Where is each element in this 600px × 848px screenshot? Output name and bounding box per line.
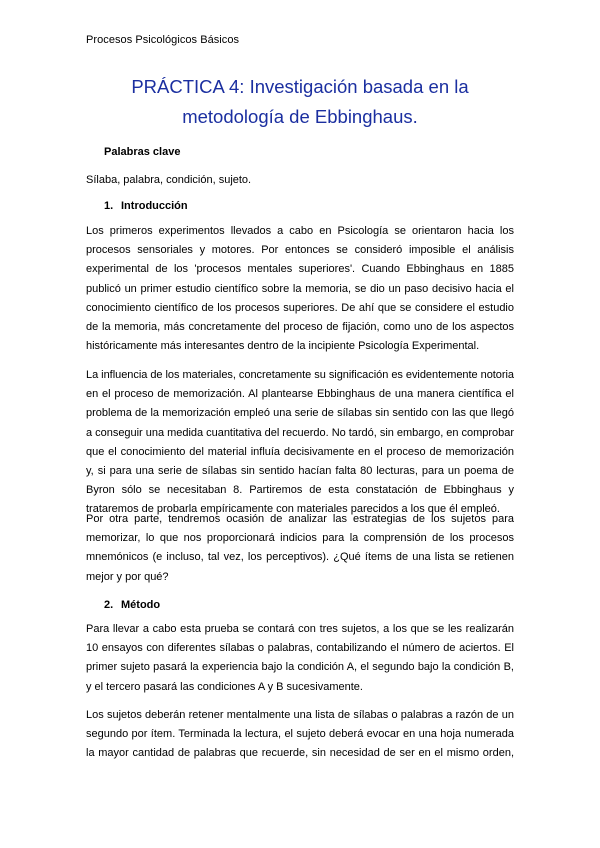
paragraph-line: Los primeros experimentos llevados a cabo en Psicología se orientaron hacia los bbox=[86, 225, 514, 237]
paragraph-line: Para llevar a cabo esta prueba se contará con tres sujetos, a los que se les realizarán bbox=[86, 623, 514, 635]
paragraph-line: y el tercero pasará las condiciones A y B sucesivamente. bbox=[86, 680, 363, 693]
paragraph-line: mnemónicos (e incluso, tal vez, los perceptivos). ¿Qué ítems de una lista se retienen bbox=[86, 551, 514, 564]
paragraph-line: y, si para una serie de sílabas sin sentido hacían falta 80 lecturas, para un poema de bbox=[86, 464, 514, 477]
paragraph-line: Por otra parte, tendremos ocasión de analizar las estrategias de los sujetos para bbox=[86, 513, 514, 525]
section-heading-introduccion bbox=[104, 200, 188, 212]
paragraph bbox=[86, 706, 514, 764]
paragraph-line: Los sujetos deberán retener mentalmente una lista de sílabas o palabras a razón de un bbox=[86, 709, 514, 721]
paragraph-line: en el proceso de memorización. Al plantearse Ebbinghaus de una manera científica el bbox=[86, 388, 514, 401]
keywords-text: Sílaba, palabra, condición, sujeto. bbox=[86, 174, 252, 186]
title-line-1: PRÁCTICA 4: Investigación basada en la bbox=[131, 76, 469, 97]
running-header: Procesos Psicológicos Básicos bbox=[86, 34, 240, 46]
paragraph bbox=[86, 222, 514, 356]
keywords-heading: Palabras clave bbox=[104, 146, 181, 158]
paragraph-line: trataremos de probarla empíricamente con materiales parecidos a los que él empleó. bbox=[86, 503, 500, 516]
paragraph-line: la mayor cantidad de palabras que recuerde, sin necesidad de ser en el mismo orden, bbox=[86, 747, 514, 760]
paragraph-line: 10 ensayos con diferentes sílabas o palabras, contabilizando el número de aciertos. El bbox=[86, 642, 514, 655]
section-title: Introducción bbox=[121, 200, 188, 212]
paragraph-line: publicó un primer estudio científico sobre la memoria, se dio un paso decisivo hacia el bbox=[86, 282, 514, 295]
title-line-2: metodología de Ebbinghaus. bbox=[182, 106, 418, 127]
section-number: 2. bbox=[104, 599, 114, 611]
paragraph-line: problema de la memorización empleó una serie de sílabas sin sentido con las que llegó bbox=[86, 407, 514, 420]
paragraph-line: procesos sensoriales y motores. Por entonces se consideró imposible el análisis bbox=[86, 244, 514, 257]
paragraph bbox=[86, 366, 514, 520]
paragraph-line: a conseguir una medida cuantitativa del recuerdo. No tardó, sin embargo, en comprobar bbox=[86, 426, 514, 439]
paragraph-line: que el conocimiento del material influía decisivamente en el proceso de memorización bbox=[86, 445, 514, 458]
document-title bbox=[70, 72, 530, 132]
paragraph-line: Byron sólo se necesitaban 8. Partiremos de esta constatación de Ebbinghaus y bbox=[86, 484, 514, 497]
section-number: 1. bbox=[104, 200, 114, 212]
paragraph-line: segundo por ítem. Terminada la lectura, el sujeto deberá evocar en una hoja numerada bbox=[86, 728, 514, 741]
paragraph-line: primer sujeto pasará la experiencia bajo la condición A, el segundo bajo la condición B, bbox=[86, 661, 514, 674]
paragraph-line: de la memoria, más concretamente del proceso de fijación, como uno de los aspectos bbox=[86, 320, 514, 333]
paragraph-line: mejor y por qué? bbox=[86, 570, 169, 583]
paragraph-line: históricamente más interesantes dentro de la incipiente Psicología Experimental. bbox=[86, 340, 480, 353]
paragraph-line: memorizar, lo que nos proporcionará indicios para la comprensión de los procesos bbox=[86, 532, 514, 545]
paragraph bbox=[86, 620, 514, 697]
paragraph-line: experimental de los 'procesos mentales superiores'. Cuando Ebbinghaus en 1885 bbox=[86, 263, 514, 276]
section-title: Método bbox=[121, 599, 161, 611]
paragraph-line: conocimiento científico de los procesos superiores. De ahí que se considere el estudio bbox=[86, 301, 514, 314]
paragraph-line: La influencia de los materiales, concretamente su significación es evidentemente notoria bbox=[86, 369, 514, 381]
section-heading-metodo bbox=[104, 599, 160, 611]
paragraph bbox=[86, 510, 514, 587]
